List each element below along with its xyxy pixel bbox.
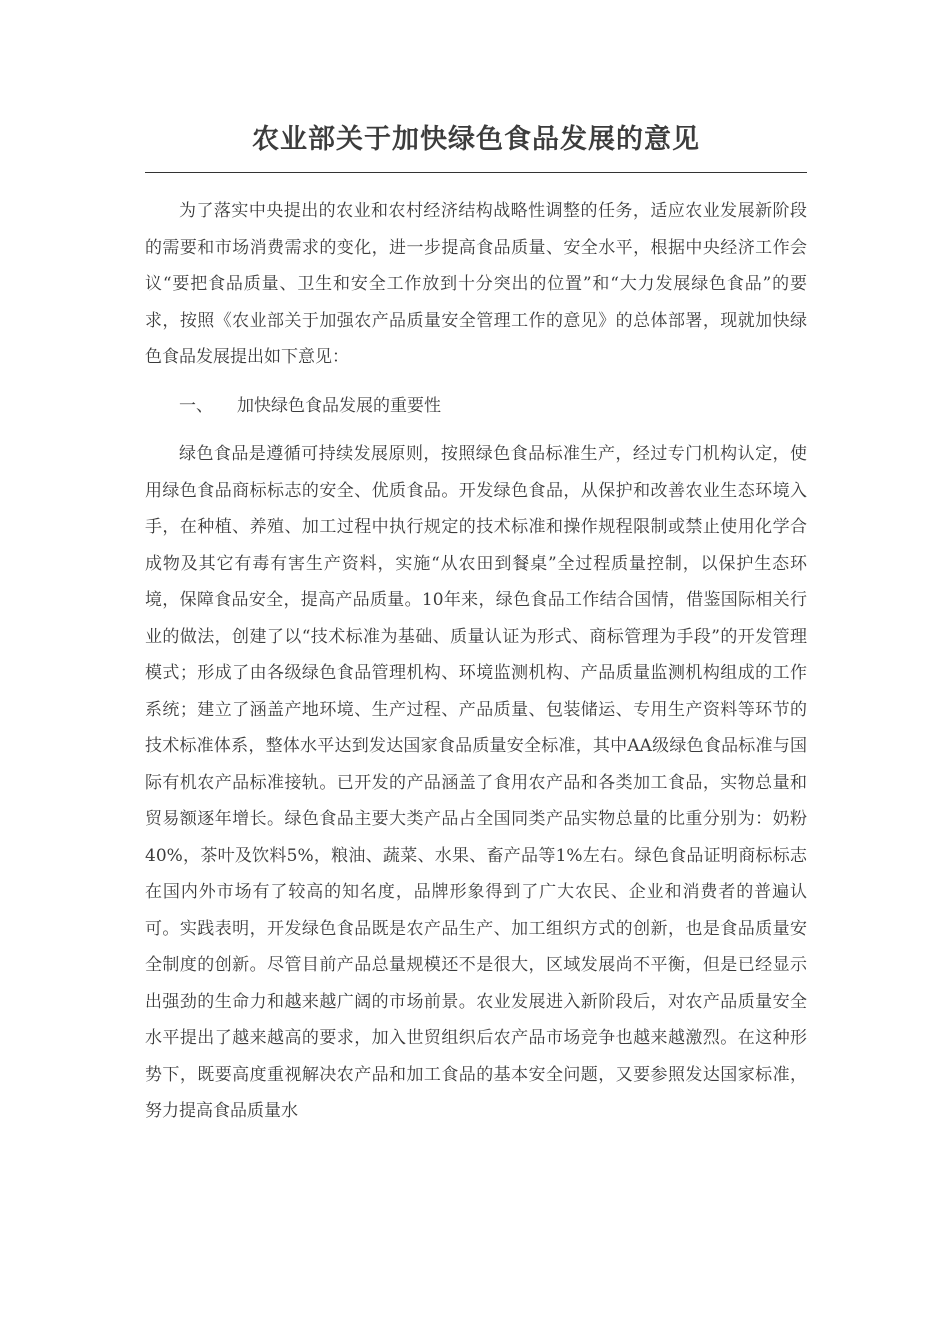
section-heading-text: 加快绿色食品发展的重要性 — [237, 395, 441, 416]
section-heading — [145, 388, 807, 425]
document-page — [145, 118, 807, 1130]
intro-paragraph: 为了落实中央提出的农业和农村经济结构战略性调整的任务，适应农业发展新阶段的需要和市场消费需求的变化，进一步提高食品质量、安全水平，根据中央经济工作会议“要把食品质量、卫生和安全工作放到十分突出的位置”和“大力发展绿色食品”的要求，按照《农业部关于加强农产品质量安全管理工作的意见》的总体部署，现就加快绿色食品发展提出如下意见： — [145, 201, 807, 367]
section-number: 一、 — [179, 395, 213, 416]
document-body — [145, 193, 807, 1130]
title-underline — [145, 172, 807, 173]
document-title: 农业部关于加快绿色食品发展的意见 — [252, 124, 700, 155]
section-paragraph: 绿色食品是遵循可持续发展原则，按照绿色食品标准生产，经过专门机构认定，使用绿色食品商标标志的安全、优质食品。开发绿色食品，从保护和改善农业生态环境入手，在种植、养殖、加工过程中执行规定的技术标准和操作规程限制或禁止使用化学合成物及其它有毒有害生产资料，实施“从农田到餐桌”全过程质量控制，以保护生态环境，保障食品安全，提高产品质量。10年来，绿色食品工作结合国情，借鉴国际相关行业的做法，创建了以“技术标准为基础、质量认证为形式、商标管理为手段”的开发管理模式；形成了由各级绿色食品管理机构、环境监测机构、产品质量监测机构组成的工作系统；建立了涵盖产地环境、生产过程、产品质量、包装储运、专用生产资料等环节的技术标准体系，整体水平达到发达国家食品质量安全标准，其中AA级绿色食品标准与国际有机农产品标准接轨。已开发的产品涵盖了食用农产品和各类加工食品，实物总量和贸易额逐年增长。绿色食品主要大类产品占全国同类产品实物总量的比重分别为：奶粉40%，茶叶及饮料5%，粮油、蔬菜、水果、畜产品等1%左右。绿色食品证明商标标志在国内外市场有了较高的知名度，品牌形象得到了广大农民、企业和消费者的普遍认可。实践表明，开发绿色食品既是农产品生产、加工组织方式的创新，也是食品质量安全制度的创新。尽管目前产品总量规模还不是很大，区域发展尚不平衡，但是已经显示出强劲的生命力和越来越广阔的市场前景。农业发展进入新阶段后，对农产品质量安全水平提出了越来越高的要求，加入世贸组织后农产品市场竞争也越来越激烈。在这种形势下，既要高度重视解决农产品和加工食品的基本安全问题，又要参照发达国家标准，努力提高食品质量水 — [145, 444, 807, 1121]
